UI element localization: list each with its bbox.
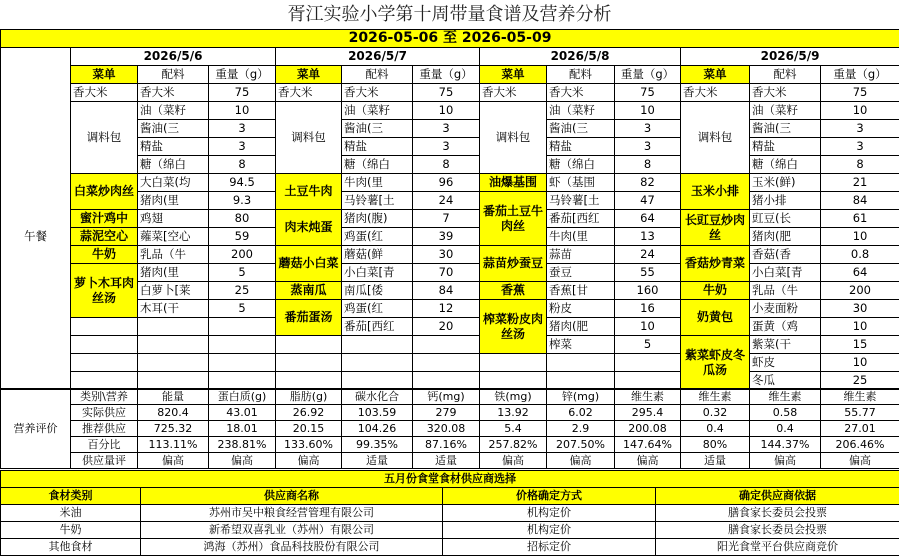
- empty-cell: [413, 336, 480, 354]
- header-dish: 菜单: [681, 66, 750, 84]
- ingredient: 猪肉(里: [138, 192, 209, 210]
- ingredient: 乳品（牛: [750, 282, 821, 300]
- nutrition-value: 144.37%: [750, 437, 821, 453]
- empty-cell: [342, 336, 413, 354]
- empty-cell: [615, 354, 681, 372]
- meal-label: 午餐: [1, 84, 71, 390]
- ingredient: 香大米: [138, 84, 209, 102]
- weight: 84: [413, 282, 480, 300]
- ingredient: 精盐: [138, 138, 209, 156]
- supplier-cell: 阳光食堂平台供应商竞价: [656, 539, 899, 556]
- supplier-cell: 新希望双喜乳业（苏州）有限公司: [141, 522, 443, 539]
- ingredient: 马铃薯[土: [547, 192, 615, 210]
- weight: 8: [209, 156, 276, 174]
- dish-name: 蒜苗炒蚕豆: [480, 246, 547, 282]
- dish-name: 牛奶: [681, 282, 750, 300]
- weight: 75: [615, 84, 681, 102]
- dish-name: 肉末炖蛋: [276, 210, 342, 246]
- empty-cell: [547, 372, 615, 390]
- weight: 47: [615, 192, 681, 210]
- weight: 3: [615, 138, 681, 156]
- dish-name: 香菇炒青菜: [681, 246, 750, 282]
- ingredient: 糖（绵白: [547, 156, 615, 174]
- day-date: 2026/5/8: [480, 48, 681, 66]
- weight: 61: [821, 210, 899, 228]
- day-date: 2026/5/6: [71, 48, 276, 66]
- ingredient: 番茄[西红: [547, 210, 615, 228]
- nutrition-value: 5.4: [480, 421, 547, 437]
- weight: 20: [413, 318, 480, 336]
- nutrition-value: 200.08: [615, 421, 681, 437]
- nutrition-header: 锌(mg): [547, 389, 615, 405]
- supplier-header: 确定供应商依据: [656, 488, 899, 505]
- supplier-table: [0, 470, 899, 556]
- supplier-cell: 苏州市吴中粮食经营管理有限公司: [141, 505, 443, 522]
- ingredient: 小麦面粉: [750, 300, 821, 318]
- ingredient: 鸡蛋(红: [342, 300, 413, 318]
- empty-cell: [138, 318, 209, 336]
- ingredient: 酱油(三: [138, 120, 209, 138]
- weight: 5: [209, 300, 276, 318]
- supplier-header: 价格确定方式: [443, 488, 656, 505]
- weight: 25: [209, 282, 276, 300]
- supplier-cell: 招标定价: [443, 539, 656, 556]
- weight: 24: [413, 192, 480, 210]
- nutrition-table: [0, 388, 899, 469]
- weight: 75: [821, 84, 899, 102]
- dish-name: 白菜炒肉丝: [71, 174, 138, 210]
- empty-cell: [209, 336, 276, 354]
- dish-name: 番茄蛋汤: [276, 300, 342, 336]
- ingredient: 大白菜(均: [138, 174, 209, 192]
- page-title: 胥江实验小学第十周带量食谱及营养分析: [287, 4, 612, 25]
- nutrition-value: 207.50%: [547, 437, 615, 453]
- date-range: 2026-05-06 至 2026-05-09: [1, 30, 899, 48]
- dish-name: 玉米小排: [681, 174, 750, 210]
- weight: 3: [821, 120, 899, 138]
- nutrition-value: 257.82%: [480, 437, 547, 453]
- ingredient: 蚕豆: [547, 264, 615, 282]
- nutrition-value: 偏高: [480, 453, 547, 469]
- empty-cell: [209, 372, 276, 390]
- nutrition-value: 43.01: [209, 405, 276, 421]
- nutrition-value: 偏高: [821, 453, 899, 469]
- ingredient: 虾皮: [750, 354, 821, 372]
- empty-cell: [547, 354, 615, 372]
- weight: 39: [413, 228, 480, 246]
- ingredient: 精盐: [750, 138, 821, 156]
- ingredient: 牛肉(里: [547, 228, 615, 246]
- weight: 12: [413, 300, 480, 318]
- ingredient: 香蕉[甘: [547, 282, 615, 300]
- supplier-cell: 鸿海（苏州）食品科技股份有限公司: [141, 539, 443, 556]
- weight: 21: [821, 174, 899, 192]
- nutrition-value: 320.08: [413, 421, 480, 437]
- nutrition-label: 营养评价: [1, 389, 71, 469]
- nutrition-value: 0.32: [681, 405, 750, 421]
- nutrition-value: 0.4: [681, 421, 750, 437]
- nutrition-value: 适量: [681, 453, 750, 469]
- ingredient: 油（菜籽: [547, 102, 615, 120]
- menu-item: 香大米: [276, 84, 342, 102]
- empty-cell: [138, 354, 209, 372]
- menu-item: 香大米: [681, 84, 750, 102]
- header-ingredient: 配料: [750, 66, 821, 84]
- nutrition-value: 820.4: [138, 405, 209, 421]
- nutrition-row-label: 百分比: [71, 437, 138, 453]
- weight: 16: [615, 300, 681, 318]
- weight: 3: [209, 120, 276, 138]
- nutrition-header: 钙(mg): [413, 389, 480, 405]
- empty-cell: [209, 354, 276, 372]
- weight: 160: [615, 282, 681, 300]
- weight: 5: [209, 264, 276, 282]
- ingredient: 白萝卜[莱: [138, 282, 209, 300]
- nutrition-value: 6.02: [547, 405, 615, 421]
- ingredient: 油（菜籽: [138, 102, 209, 120]
- weight: 10: [209, 102, 276, 120]
- ingredient: 蘑菇(鲜: [342, 246, 413, 264]
- weight: 13: [615, 228, 681, 246]
- weight: 96: [413, 174, 480, 192]
- ingredient: 香大米: [750, 84, 821, 102]
- header-weight: 重量（g）: [615, 66, 681, 84]
- ingredient: 糖（绵白: [750, 156, 821, 174]
- menu-item: [71, 354, 138, 372]
- nutrition-header: 维生素: [681, 389, 750, 405]
- nutrition-value: 0.4: [750, 421, 821, 437]
- nutrition-value: 适量: [413, 453, 480, 469]
- ingredient: 蕹菜[空心: [138, 228, 209, 246]
- menu-item: 调料包: [681, 102, 750, 174]
- weight: 10: [821, 102, 899, 120]
- nutrition-value: 26.92: [276, 405, 342, 421]
- weight: 3: [209, 138, 276, 156]
- supplier-cell: 米油: [1, 505, 141, 522]
- nutrition-value: 13.92: [480, 405, 547, 421]
- dish-name: 榨菜粉皮肉丝汤: [480, 300, 547, 354]
- supplier-cell: 其他食材: [1, 539, 141, 556]
- supplier-cell: 机构定价: [443, 522, 656, 539]
- weight: 200: [821, 282, 899, 300]
- nutrition-value: 103.59: [342, 405, 413, 421]
- nutrition-value: 20.15: [276, 421, 342, 437]
- dish-name: 蒸南瓜: [276, 282, 342, 300]
- weight: 15: [821, 336, 899, 354]
- supplier-header: 供应商名称: [141, 488, 443, 505]
- ingredient: 猪肉(肥: [750, 228, 821, 246]
- nutrition-header: 碳水化合: [342, 389, 413, 405]
- supplier-cell: 机构定价: [443, 505, 656, 522]
- ingredient: 乳品（牛: [138, 246, 209, 264]
- ingredient: 酱油(三: [547, 120, 615, 138]
- weight: 10: [615, 102, 681, 120]
- ingredient: 香菇(香: [750, 246, 821, 264]
- weight: 9.3: [209, 192, 276, 210]
- ingredient: 猪肉(里: [138, 264, 209, 282]
- menu-item: [276, 336, 342, 354]
- ingredient: 牛肉(里: [342, 174, 413, 192]
- dish-name: 油爆基围: [480, 174, 547, 192]
- weight: 64: [821, 264, 899, 282]
- ingredient: 精盐: [547, 138, 615, 156]
- menu-item: [480, 354, 547, 372]
- nutrition-value: 133.60%: [276, 437, 342, 453]
- dish-name: 香蕉: [480, 282, 547, 300]
- nutrition-header: 脂肪(g): [276, 389, 342, 405]
- weight: 5: [615, 336, 681, 354]
- nutrition-value: 725.32: [138, 421, 209, 437]
- ingredient: 精盐: [342, 138, 413, 156]
- weight: 75: [413, 84, 480, 102]
- ingredient: 小白菜[青: [750, 264, 821, 282]
- empty-cell: [138, 336, 209, 354]
- nutrition-value: 238.81%: [209, 437, 276, 453]
- weight: 80: [209, 210, 276, 228]
- nutrition-value: 偏高: [276, 453, 342, 469]
- nutrition-value: 113.11%: [138, 437, 209, 453]
- menu-item: [480, 372, 547, 390]
- weight: 8: [821, 156, 899, 174]
- ingredient: 香大米: [342, 84, 413, 102]
- weight: 24: [615, 246, 681, 264]
- weight: 94.5: [209, 174, 276, 192]
- nutrition-row-label: 供应量评: [71, 453, 138, 469]
- nutrition-value: 2.9: [547, 421, 615, 437]
- dish-name: 紫菜虾皮冬瓜汤: [681, 336, 750, 390]
- ingredient: 紫菜(干: [750, 336, 821, 354]
- dish-name: 萝卜木耳肉丝汤: [71, 264, 138, 318]
- menu-item: [276, 354, 342, 372]
- nutrition-header: 维生素: [615, 389, 681, 405]
- empty-cell: [342, 354, 413, 372]
- weight: 8: [615, 156, 681, 174]
- day-date: 2026/5/9: [681, 48, 899, 66]
- nutrition-value: 295.4: [615, 405, 681, 421]
- empty-cell: [138, 372, 209, 390]
- weight: 10: [821, 354, 899, 372]
- nutrition-header: 能量: [138, 389, 209, 405]
- nutrition-header: 类别\营养: [71, 389, 138, 405]
- menu-item: [71, 336, 138, 354]
- nutrition-value: 偏高: [209, 453, 276, 469]
- supplier-cell: 膳食家长委员会投票: [656, 522, 899, 539]
- menu-item: 香大米: [480, 84, 547, 102]
- dish-name: 蜜汁鸡中: [71, 210, 138, 228]
- ingredient: 油（菜籽: [750, 102, 821, 120]
- dish-name: 牛奶: [71, 246, 138, 264]
- nutrition-value: 适量: [342, 453, 413, 469]
- nutrition-value: 80%: [681, 437, 750, 453]
- ingredient: 蒜苗: [547, 246, 615, 264]
- empty-cell: [413, 372, 480, 390]
- weight: 75: [209, 84, 276, 102]
- ingredient: 玉米(鲜): [750, 174, 821, 192]
- weight: 84: [821, 192, 899, 210]
- day-date: 2026/5/7: [276, 48, 480, 66]
- nutrition-row-label: 实际供应: [71, 405, 138, 421]
- ingredient: 糖（绵白: [342, 156, 413, 174]
- weight: 8: [413, 156, 480, 174]
- weight: 70: [413, 264, 480, 282]
- ingredient: 猪肉(肥: [547, 318, 615, 336]
- ingredient: 榨菜: [547, 336, 615, 354]
- supplier-cell: 膳食家长委员会投票: [656, 505, 899, 522]
- empty-cell: [413, 354, 480, 372]
- menu-item: [71, 372, 138, 390]
- nutrition-header: 蛋白质(g): [209, 389, 276, 405]
- empty-cell: [342, 372, 413, 390]
- menu-item: 调料包: [276, 102, 342, 174]
- weight: 3: [413, 138, 480, 156]
- weight: 25: [821, 372, 899, 390]
- header-weight: 重量（g）: [413, 66, 480, 84]
- ingredient: 油（菜籽: [342, 102, 413, 120]
- ingredient: 豇豆(长: [750, 210, 821, 228]
- header-weight: 重量（g）: [821, 66, 899, 84]
- ingredient: 南瓜[倭: [342, 282, 413, 300]
- ingredient: 木耳(干: [138, 300, 209, 318]
- weight: 0.8: [821, 246, 899, 264]
- ingredient: 鸡蛋(红: [342, 228, 413, 246]
- menu-item: 调料包: [480, 102, 547, 174]
- menu-item: [276, 372, 342, 390]
- header-ingredient: 配料: [342, 66, 413, 84]
- menu-item: 调料包: [71, 102, 138, 174]
- ingredient: 糖（绵白: [138, 156, 209, 174]
- menu-table: [0, 29, 899, 390]
- ingredient: 小白菜[青: [342, 264, 413, 282]
- nutrition-value: 0.58: [750, 405, 821, 421]
- weight: 82: [615, 174, 681, 192]
- weight: 64: [615, 210, 681, 228]
- weight: 7: [413, 210, 480, 228]
- menu-item: 香大米: [71, 84, 138, 102]
- corner-cell: [1, 48, 71, 84]
- header-weight: 重量（g）: [209, 66, 276, 84]
- nutrition-value: 147.64%: [615, 437, 681, 453]
- nutrition-value: 27.01: [821, 421, 899, 437]
- weight: 10: [615, 318, 681, 336]
- ingredient: 冬瓜: [750, 372, 821, 390]
- dish-name: 蒜泥空心: [71, 228, 138, 246]
- nutrition-value: 104.26: [342, 421, 413, 437]
- supplier-header: 食材类别: [1, 488, 141, 505]
- nutrition-value: 206.46%: [821, 437, 899, 453]
- weight: 30: [413, 246, 480, 264]
- ingredient: 番茄[西红: [342, 318, 413, 336]
- weight: 55: [615, 264, 681, 282]
- supplier-title: 五月份食堂食材供应商选择: [1, 471, 899, 488]
- weight: 10: [821, 318, 899, 336]
- dish-name: 土豆牛肉: [276, 174, 342, 210]
- nutrition-value: 99.35%: [342, 437, 413, 453]
- weight: 30: [821, 300, 899, 318]
- weight: 3: [821, 138, 899, 156]
- ingredient: 猪小排: [750, 192, 821, 210]
- empty-cell: [209, 318, 276, 336]
- nutrition-value: 279: [413, 405, 480, 421]
- header-dish: 菜单: [71, 66, 138, 84]
- nutrition-value: 55.77: [821, 405, 899, 421]
- weight: 3: [413, 120, 480, 138]
- weight: 10: [821, 228, 899, 246]
- nutrition-value: 偏高: [547, 453, 615, 469]
- ingredient: 香大米: [547, 84, 615, 102]
- header-ingredient: 配料: [547, 66, 615, 84]
- menu-item: [71, 318, 138, 336]
- nutrition-header: 铁(mg): [480, 389, 547, 405]
- ingredient: 酱油(三: [750, 120, 821, 138]
- empty-cell: [615, 372, 681, 390]
- weight: 59: [209, 228, 276, 246]
- nutrition-row-label: 推荐供应: [71, 421, 138, 437]
- nutrition-value: 87.16%: [413, 437, 480, 453]
- weight: 3: [615, 120, 681, 138]
- dish-name: 蘑菇小白菜: [276, 246, 342, 282]
- header-dish: 菜单: [480, 66, 547, 84]
- nutrition-header: 维生素: [750, 389, 821, 405]
- nutrition-value: 偏高: [750, 453, 821, 469]
- ingredient: 蛋黄（鸡: [750, 318, 821, 336]
- header-ingredient: 配料: [138, 66, 209, 84]
- header-dish: 菜单: [276, 66, 342, 84]
- supplier-cell: 牛奶: [1, 522, 141, 539]
- ingredient: 酱油(三: [342, 120, 413, 138]
- ingredient: 马铃薯[土: [342, 192, 413, 210]
- ingredient: 虾（基围: [547, 174, 615, 192]
- dish-name: 长豇豆炒肉丝: [681, 210, 750, 246]
- dish-name: 奶黄包: [681, 300, 750, 336]
- nutrition-value: 18.01: [209, 421, 276, 437]
- dish-name: 番茄土豆牛肉丝: [480, 192, 547, 246]
- ingredient: 猪肉(腹): [342, 210, 413, 228]
- weight: 10: [413, 102, 480, 120]
- nutrition-value: 偏高: [138, 453, 209, 469]
- weight: 200: [209, 246, 276, 264]
- nutrition-value: 偏高: [615, 453, 681, 469]
- ingredient: 鸡翅: [138, 210, 209, 228]
- ingredient: 粉皮: [547, 300, 615, 318]
- nutrition-header: 维生素: [821, 389, 899, 405]
